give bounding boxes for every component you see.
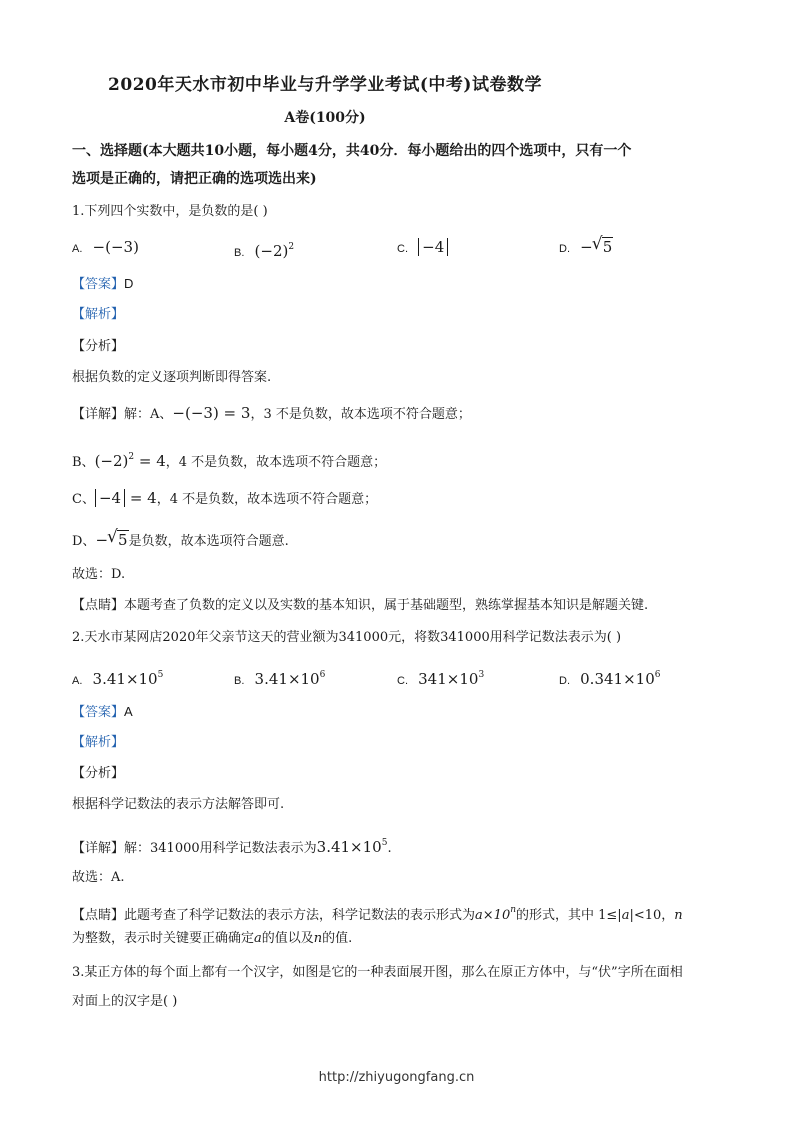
q1-detail-c-expr: −4 <box>95 489 125 507</box>
q1-option-d <box>559 238 613 258</box>
q1-detail-a-post: ，3 不是负数，故本选项不符合题意； <box>250 407 471 422</box>
q1-detail-b-post: ，4 不是负数，故本选项不符合题意； <box>165 455 387 470</box>
q1-detail-c-eq: = 4 <box>125 489 157 507</box>
q1-option-c <box>397 238 448 258</box>
q1-option-a <box>72 238 139 258</box>
q2-detail-post: . <box>387 841 392 856</box>
q1-option-b-exp: 2 <box>288 242 295 252</box>
q1-detail-c-pre: C、 <box>72 492 95 507</box>
q2-dianjing-1f: n <box>674 908 683 923</box>
q1-detail-a <box>72 404 471 424</box>
q1-option-b-expr: (−2) <box>254 242 289 260</box>
q1-detail-c <box>72 489 377 509</box>
q2-answer <box>72 703 133 722</box>
q1-dianjing-text: 本题考查了负数的定义以及实数的基本知识，属于基础题型，熟练掌握基本知识是解题关键. <box>124 598 649 613</box>
q1-answer-value: D <box>124 276 134 291</box>
q2-option-c-exp: 3 <box>478 670 485 680</box>
q2-dianjing-2b: a <box>254 931 262 946</box>
section-heading-line2: 选项是正确的，请把正确的选项选出来) <box>72 171 317 187</box>
q1-detail-b <box>72 448 386 472</box>
q1-detail-d <box>72 531 289 551</box>
q1-detail-b-expr: (−2) <box>94 452 129 470</box>
q1-fenxi-label: 【分析】 <box>72 339 125 354</box>
page-title: 2020年天水市初中毕业与升学学业考试(中考)试卷数学 <box>108 75 542 95</box>
q2-detail-label: 【详解】 <box>72 841 125 856</box>
q2-dianjing-2a: 为整数，表示时关键要正确确定 <box>72 931 255 946</box>
q2-dianjing-2e: 的值. <box>322 931 353 946</box>
q1-detail-a-expr: −(−3) = 3 <box>172 404 251 422</box>
q1-detail-d-pre: D、 <box>72 534 96 549</box>
q1-option-d-letter: D. <box>559 243 570 255</box>
q1-option-d-minus: − <box>580 238 593 256</box>
q2-dianjing-2d: n <box>313 931 323 946</box>
q1-option-b-letter: B. <box>234 247 245 259</box>
q2-option-b-expr: 3.41×10 <box>254 670 320 688</box>
q3-stem-line2: 对面上的汉字是( ) <box>72 994 178 1009</box>
q2-detail-expr: 3.41×10 <box>316 838 382 856</box>
q2-option-a <box>72 666 163 690</box>
q1-stem: 1.下列四个实数中，是负数的是( ) <box>72 204 268 219</box>
q2-option-d-expr: 0.341×10 <box>580 670 655 688</box>
q2-stem: 2.天水市某网店2020年父亲节这天的营业额为341000元，将数341000用科学记数法表示为( ) <box>72 630 622 645</box>
q2-answer-label: 【答案】 <box>72 705 125 720</box>
q2-dianjing-line1 <box>72 901 683 925</box>
q2-fenxi-text: 根据科学记数法的表示方法解答即可. <box>72 797 285 812</box>
q1-detail-b-pre: B、 <box>72 455 95 470</box>
q2-option-a-expr: 3.41×10 <box>92 670 158 688</box>
q2-dianjing-1b-exp: n <box>510 905 517 915</box>
q2-dianjing-1b: a×10 <box>475 908 511 923</box>
q1-detail-d-radicand: 5 <box>118 531 128 549</box>
q2-option-c-expr: 341×10 <box>418 670 479 688</box>
q1-answer <box>72 275 133 294</box>
q2-answer-value: A <box>124 704 133 719</box>
q2-option-b <box>234 666 325 690</box>
q2-option-d <box>559 666 660 690</box>
q2-option-a-letter: A. <box>72 675 83 687</box>
q1-answer-label: 【答案】 <box>72 277 125 292</box>
q1-detail-label: 【详解】 <box>72 407 125 422</box>
q1-option-c-expr: −4 <box>418 238 448 256</box>
q1-detail-b-exp: 2 <box>128 452 135 462</box>
q1-option-c-letter: C. <box>397 243 408 255</box>
q2-dianjing-1d: a <box>621 908 630 923</box>
q2-detail-pre: 解：341000用科学记数法表示为 <box>124 841 317 856</box>
q2-dianjing-label: 【点睛】 <box>72 908 125 923</box>
q2-dianjing-1c: 的形式，其中 1≤| <box>516 908 622 923</box>
q3-stem-line1: 3.某正方体的每个面上都有一个汉字，如图是它的一种表面展开图，那么在原正方体中，与“伏”字所在面相 <box>72 965 683 980</box>
q1-option-b <box>234 238 294 262</box>
page-subtitle: A卷(100分) <box>284 110 366 126</box>
q1-analysis-label: 【解析】 <box>72 307 125 322</box>
q2-option-b-letter: B. <box>234 675 245 687</box>
q1-detail-d-post: 是负数，故本选项符合题意. <box>128 534 289 549</box>
q1-detail-d-minus: − <box>95 531 109 549</box>
q1-fenxi-text: 根据负数的定义逐项判断即得答案. <box>72 370 272 385</box>
q2-option-c <box>397 666 484 690</box>
q2-option-d-exp: 6 <box>654 670 661 680</box>
q1-option-d-radicand: 5 <box>602 238 613 256</box>
q2-dianjing-2c: 的值以及 <box>261 931 314 946</box>
q1-option-a-expr: −(−3) <box>92 238 139 256</box>
q1-choose: 故选：D. <box>72 567 126 582</box>
q2-option-d-letter: D. <box>559 675 570 687</box>
q2-detail <box>72 834 392 858</box>
sqrt-symbol <box>108 531 129 549</box>
q2-dianjing-line2 <box>72 930 352 948</box>
q2-option-b-exp: 6 <box>319 670 326 680</box>
q2-analysis-label: 【解析】 <box>72 735 125 750</box>
q2-choose: 故选：A. <box>72 870 125 885</box>
q2-option-a-exp: 5 <box>157 670 164 680</box>
q2-detail-exp: 5 <box>381 838 388 848</box>
q2-fenxi-label: 【分析】 <box>72 766 125 781</box>
q1-option-a-letter: A. <box>72 243 83 255</box>
q1-detail-c-post: ，4 不是负数，故本选项不符合题意； <box>156 492 378 507</box>
q1-dianjing <box>72 597 648 615</box>
q2-dianjing-1a: 此题考查了科学记数法的表示方法，科学记数法的表示形式为 <box>124 908 476 923</box>
q2-option-c-letter: C. <box>397 675 408 687</box>
q1-dianjing-label: 【点睛】 <box>72 598 125 613</box>
q1-detail-a-pre: 解：A、 <box>124 407 173 422</box>
q1-detail-b-eq: = 4 <box>134 452 166 470</box>
section-heading-line1: 一、选择题(本大题共10小题，每小题4分，共40分．每小题给出的四个选项中，只有一个 <box>72 143 632 159</box>
footer-url[interactable]: http://zhiyugongfang.cn <box>318 1070 475 1085</box>
sqrt-symbol <box>593 238 614 256</box>
q2-dianjing-1e: |<10， <box>629 908 675 923</box>
